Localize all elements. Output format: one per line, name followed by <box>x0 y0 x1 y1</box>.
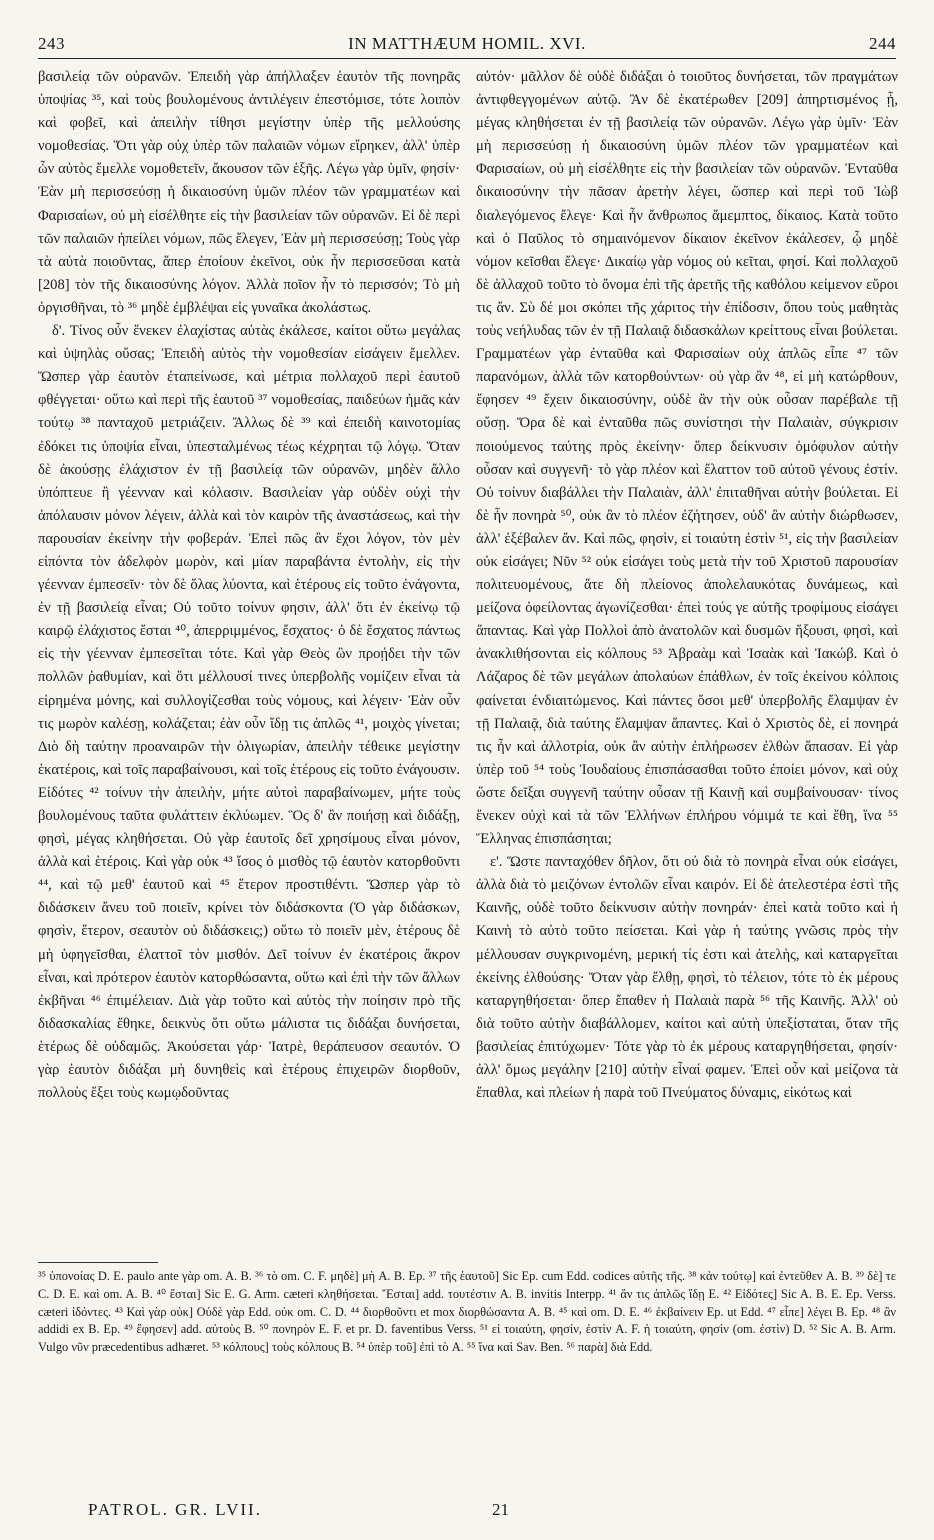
page-number-right: 244 <box>869 34 896 53</box>
paragraph: βασιλείᾳ τῶν οὐρανῶν. Ἐπειδὴ γὰρ ἀπήλλαξεν ἑαυτὸν τῆς πονηρᾶς ὑποψίας ³⁵, καὶ τοὺς βουλομένους ἀντιλέγειν ἐπεστόμισε, τότε λοιπὸν καὶ φοβεῖ, καὶ ἀπειλὴν τίθησι μεγίστην ὑπὲρ τῆς μελλούσης νομοθεσίας. Ὅτι γὰρ οὐχ ὑπὲρ τῶν παλαιῶν νόμων εἴρηκεν, ἀλλ' ὑπὲρ ὧν αὐτὸς ἔμελλε νομοθετεῖν, ἄκουσον τῶν ἑξῆς. Λέγω γὰρ ὑμῖν, φησίν· Ἐὰν μὴ περισσεύσῃ ἡ δικαιοσύνη ὑμῶν πλέον τῶν γραμματέων καὶ Φαρισαίων, οὐ μὴ εἰσέλθητε εἰς τὴν βασιλείαν τῶν οὐρανῶν. Εἰ δὲ περὶ τῶν παλαιῶν ἠπείλει νόμων, πῶς ἔλεγεν, Ἐὰν μὴ περισσεύσῃ; Τοὺς γὰρ τὰ αὐτὰ ποιοῦντας, ἅπερ ἐποίουν ἐκεῖνοι, οὐκ ἦν περισσεῦσαι κατὰ [208] τὸν τῆς δικαιοσύνης λόγον. Ἀλλὰ ποῖον ἦν τὸ περισσόν; Τὸ μὴ ὀργισθῆναι, τὸ ³⁶ μηδὲ ἐμβλέψαι εἰς γυναῖκα ἀκολάστως. <box>38 69 460 316</box>
left-column <box>38 66 460 1254</box>
running-title: IN MATTHÆUM HOMIL. XVI. <box>348 34 586 53</box>
page-number-left: 243 <box>38 34 65 53</box>
paragraph: αὐτόν· μᾶλλον δὲ οὐδὲ διδάξαι ὁ τοιοῦτος δυνήσεται, τῶν πραγμάτων ἀντιφθεγγομένων αὐτῷ. Ἂν δὲ ἑκατέρωθεν [209] ἀπηρτισμένος ᾖ, μέγας κληθήσεται ἐν τῇ βασιλείᾳ τῶν οὐρανῶν. Λέγω γὰρ ὑμῖν· Ἐὰν μὴ περισσεύσῃ ἡ δικαιοσύνη ὑμῶν πλέον τῶν γραμματέων καὶ Φαρισαίων, οὐ μὴ εἰσέλθητε εἰς τὴν βασιλείαν τῶν οὐρανῶν. Ἐνταῦθα δικαιοσύνην τὴν πᾶσαν ἀρετὴν λέγει, ὥσπερ καὶ περὶ τοῦ Ἰὼβ διαλεγόμενος ἔλεγε· Καὶ ἦν ἄνθρωπος ἄμεμπτος, δίκαιος. Κατὰ τοῦτο καὶ ὁ Παῦλος τὸ σημαινόμενον δίκαιον ἐκεῖνον ἐκάλεσεν, ᾧ μηδὲ νόμον κεῖσθαι ἔλεγε· Δικαίῳ γὰρ νόμος οὐ κεῖται, φησί. Καὶ πολλαχοῦ δὲ ἀλλαχοῦ τοῦτο τὸ ὄνομα ἐπὶ τῆς ἀρετῆς τῆς καθόλου κείμενον εὕροι τις ἄν. Σὺ δέ μοι σκόπει τῆς χάριτος τὴν ἐπίδοσιν, ὅπου τοὺς μαθητὰς τοὺς νεήλυδας τῶν ἐν τῇ Παλαιᾷ διδασκάλων κρείττους εἶναι βούλεται. Γραμματέων γὰρ ἐνταῦθα καὶ Φαρισαίων οὐχ ἁπλῶς εἶπε ⁴⁷ τῶν παρανόμων, ἀλλὰ τῶν κατορθούντων· οὐ γὰρ ἂν ⁴⁸, εἰ μὴ κατώρθουν, ἔφησεν ⁴⁹ ἔχειν δικαιοσύνην, οὐδὲ ἂν τὴν οὐκ οὖσαν παρέβαλε τῇ οὔσῃ. Ὅρα δὲ καὶ ἐνταῦθα πῶς συνίστησι τὴν Παλαιὰν, σύγκρισιν ποιούμενος ταύτης πρὸς ἐκείνην· ὅπερ δείκνυσιν ὁμόφυλον αὐτὴν οὖσαν καὶ συγγενῆ· τὸ γὰρ πλέον καὶ ἔλαττον τοῦ αὐτοῦ γένους ἐστίν. Οὐ τοίνυν διαβάλλει τὴν Παλαιὰν, ἀλλ' ἐπιταθῆναι αὐτὴν βούλεται. Εἰ δὲ ἦν πονηρὰ ⁵⁰, οὐκ ἂν τὸ πλέον ἐζήτησεν, οὐδ' ἂν αὐτὴν διώρθωσεν, ἀλλ' ἐξέβαλεν ἄν. Καὶ πῶς, φησὶν, εἰ τοιαύτη ἐστὶν ⁵¹, εἰς τὴν βασιλείαν οὐκ εἰσάγει; Νῦν ⁵² οὐκ εἰσάγει τοὺς μετὰ τὴν τοῦ Χριστοῦ παρουσίαν πολιτευομένους, ἅτε δὴ πλείονος ἀπολελαυκότας δυνάμεως, καὶ μείζονα ὀφείλοντας ἀγωνίζεσθαι· ἐπεὶ τούς γε αὐτῆς τροφίμους εἰσάγει ἅπαντας. Καὶ γὰρ Πολλοὶ ἀπὸ ἀνατολῶν καὶ δυσμῶν ἥξουσι, φησὶ, καὶ ἀνακλιθήσονται εἰς κόλπους ⁵³ Ἀβραὰμ καὶ Ἰσαὰκ καὶ Ἰακώβ. Καὶ ὁ Λάζαρος δὲ τῶν μεγάλων ἀπολαύων ἐπάθλων, ἐν τοῖς ἐκείνου κόλποις φαίνεται ἐνδιαιτώμενος. Καὶ πάντες ὅσοι μεθ' ὑπερβολῆς ἔλαμψαν ἐν τῇ Παλαιᾷ, διὰ ταύτης ἔλαμψαν ἅπαντες. Καὶ ὁ Χριστὸς δὲ, εἰ πονηρά τις ἦν καὶ ἀλλοτρία, οὐκ ἂν αὐτὴν ἐπλήρωσεν ἐλθὼν ἅπασαν. Εἰ γὰρ ὑπὲρ τοῦ ⁵⁴ τοὺς Ἰουδαίους ἐπισπάσασθαι τοῦτο ἐποίει μόνον, καὶ οὐχ ὥστε δεῖξαι συγγενῆ ταύτην οὖσαν τῇ Καινῇ καὶ συμβαίνουσαν· τίνος ἕνεκεν οὐχὶ καὶ τὰ τῶν Ἑλλήνων ἐπλήρου νόμιμά τε καὶ ἔθη, ἵνα ⁵⁵ Ἕλληνας ἐπισπάσηται; <box>476 69 898 848</box>
footnote-divider <box>38 1262 158 1263</box>
page-footer <box>38 1500 896 1524</box>
footnote-text: ³⁵ ὑπονοίας D. E. paulo ante γὰρ om. A. B. ³⁶ τὸ om. C. F. μηδὲ] μὴ A. B. Ep. ³⁷ τῆς ἑαυτοῦ] Sic Ep. cum Edd. codices αὐτῆς τῆς. ³⁸ κἀν τούτῳ] καὶ ἐντεῦθεν A. B. ³⁹ δὲ] τε C. D. E. καὶ om. A. B. ⁴⁰ ἔσται] Sic E. G. Arm. cæteri κληθήσεται. Ἔσται] add. τουτέστιν A. B. invitis Interpp. ⁴¹ ἄν τις ἁπλῶς ἴδῃ E. ⁴² Εἰδότες] Sic A. B. E. Ep. Verss. cæteri ἰδόντες. ⁴³ Καὶ γὰρ οὐκ] Οὐδὲ γὰρ Edd. οὐκ om. C. D. ⁴⁴ διορθοῦντι et mox διορθώσαντα A. B. ⁴⁵ καὶ om. D. E. ⁴⁶ ἐκβαίνειν Ep. ut Edd. ⁴⁷ εἶπε] λέγει B. Ep. ⁴⁸ ἂν addidi ex B. Ep. ⁴⁹ ἔφησεν] add. αὐτοὺς B. ⁵⁰ πονηρὸν E. F. et pr. D. faventibus Verss. ⁵¹ εἰ τοιαύτη, φησίν, ἐστὶν A. F. ἡ τοιαύτη, φησὶν (om. ἐστὶν) D. ⁵² Sic A. B. Arm. Vulgo νῦν præcedentibus adhæret. ⁵³ κόλπους] τοὺς κόλπους B. ⁵⁴ ὑπὲρ τοῦ] ἐπὶ τὸ A. ⁵⁵ ἵνα καὶ Sav. Ben. ⁵⁶ παρὰ] διὰ Edd. <box>38 1269 896 1355</box>
running-head <box>38 34 896 59</box>
paragraph: ε'. Ὥστε πανταχόθεν δῆλον, ὅτι οὐ διὰ τὸ πονηρὰ εἶναι οὐκ εἰσάγει, ἀλλὰ διὰ τὸ μειζόνων ἐντολῶν εἶναι καιρόν. Εἰ δὲ ἀτελεστέρα ἐστὶ τῆς Καινῆς, οὐδὲ τοῦτο δείκνυσιν αὐτὴν πονηράν· ἐπεὶ κατὰ τοῦτο καὶ ἡ Καινὴ τὸ αὐτὸ τοῦτο πείσεται. Καὶ γὰρ ἡ ταύτης γνῶσις πρὸς τὴν μέλλουσαν συγκρινομένη, μερική τίς ἐστι καὶ ἀτελὴς, καὶ καταργεῖται ἐκείνης ἐλθούσης· Ὅταν γὰρ ἔλθῃ, φησὶ, τὸ τέλειον, τότε τὸ ἐκ μέρους καταργηθήσεται· ὅπερ ἔπαθεν ἡ Παλαιὰ παρὰ ⁵⁶ τῆς Καινῆς. Ἀλλ' οὐ διὰ τοῦτο αὐτὴν διαβάλλομεν, καίτοι καὶ αὐτὴ ὑπεξίσταται, ὅταν τῆς βασιλείας ἐπιτύχωμεν· Τότε γὰρ τὸ ἐκ μέρους καταργηθήσεται, φησίν· ἀλλ' ὅμως μεγάλην [210] αὐτὴν εἶναί φαμεν. Ἐπεὶ οὖν καὶ μείζονα τὰ ἔπαθλα, καὶ πλείων ἡ παρὰ τοῦ Πνεύματος δύναμις, εἰκότως καὶ <box>476 854 898 1102</box>
gathering-number: 21 <box>492 1500 509 1519</box>
signature-mark: PATROL. GR. LVII. <box>88 1500 262 1519</box>
right-column <box>476 66 898 1254</box>
paragraph: δ'. Τίνος οὖν ἕνεκεν ἐλαχίστας αὐτὰς ἐκάλεσε, καίτοι οὕτω μεγάλας καὶ ὑψηλὰς οὔσας; Ἐπειδὴ αὐτὸς τὴν νομοθεσίαν εἰσάγειν ἔμελλεν. Ὥσπερ γὰρ ἑαυτὸν ἐταπείνωσε, καὶ μέτρια πολλαχοῦ περὶ ἑαυτοῦ φθέγγεται· οὕτω καὶ περὶ τῆς ἑαυτοῦ ³⁷ νομοθεσίας, παιδεύων ἡμᾶς κἀν τούτῳ ³⁸ πανταχοῦ μετριάζειν. Ἄλλως δὲ ³⁹ καὶ ἐπειδὴ καινοτομίας ἐδόκει τις ὑποψία εἶναι, ὑπεσταλμένως τέως κέχρηται τῷ λόγῳ. Ὅταν δὲ ἀκούσῃς ἐλάχιστον ἐν τῇ βασιλείᾳ τῶν οὐρανῶν, μηδὲν ἄλλο ὑπόπτευε ἢ γέενναν καὶ κόλασιν. Βασιλείαν γὰρ οὐδὲν οὐχὶ τὴν ἀπόλαυσιν μόνον λέγειν, ἀλλὰ καὶ τὸν καιρὸν τῆς ἀναστάσεως, καὶ τὴν παρουσίαν ἐκείνην τὴν φοβεράν. Ἐπεὶ πῶς ἂν ἔχοι λόγον, τὸν μὲν εἰπόντα τὸν ἀδελφὸν μωρὸν, καὶ μίαν παραβάντα ἐντολὴν, εἰς τὴν γέενναν ἐμπεσεῖν· τὸν δὲ ὅλας λύοντα, καὶ ἑτέρους εἰς τοῦτο ἐνάγοντα, ἐν τῇ βασιλείᾳ εἶναι; Οὐ τοῦτο τοίνυν φησιν, ἀλλ' ὅτι ἐν ἐκείνῳ τῷ καιρῷ ἐλάχιστος ἔσται ⁴⁰, ἀπερριμμένος, ἔσχατος· ὁ δὲ ἔσχατος πάντως εἰς τὴν γέενναν ἐμπεσεῖται τότε. Καὶ γὰρ Θεὸς ὢν προῄδει τὴν τῶν πολλῶν ῥαθυμίαν, καὶ ὅτι μέλλουσί τινες ὑπερβολῆς νομίζειν εἶναι τὰ εἰρημένα μόνης, καὶ συλλογίζεσθαι τοὺς νόμους, καὶ λέγειν· Ἐὰν οὖν τις μωρὸν καλέσῃ, κολάζεται; ἐὰν οὖν ἴδῃ τις ἁπλῶς ⁴¹, μοιχὸς γίνεται; Διὸ δὴ ταύτην προαναιρῶν τὴν ὀλιγωρίαν, ἀπειλὴν τέθεικε μεγίστην ἑκατέροις, καὶ τοῖς παραβαίνουσι, καὶ τοῖς ἑτέρους εἰς τοῦτο ἐνάγουσιν. Εἰδότες ⁴² τοίνυν τὴν ἀπειλὴν, μήτε αὐτοὶ παραβαίνωμεν, μήτε τοὺς βουλομένους ταῦτα φυλάττειν ἐκλύωμεν. Ὃς δ' ἂν ποιήσῃ καὶ διδάξῃ, φησὶ, μέγας κληθήσεται. Οὐ γὰρ ἑαυτοῖς δεῖ χρησίμους εἶναι μόνον, ἀλλὰ καὶ ἑτέροις. Καὶ γὰρ οὐκ ⁴³ ἴσος ὁ μισθὸς τῷ ἑαυτὸν κατορθοῦντι ⁴⁴, καὶ τῷ μεθ' ἑαυτοῦ καὶ ⁴⁵ ἕτερον προστιθέντι. Ὥσπερ γὰρ τὸ διδάσκειν ἄνευ τοῦ ποιεῖν, κρίνει τὸν διδάσκοντα (Ὁ γὰρ διδάσκων, φησὶν, ἕτερον, σεαυτὸν οὐ διδάσκεις;) οὕτω τὸ ποιεῖν μὲν, ἑτέρους δὲ μὴ ὑφηγεῖσθαι, ἐλαττοῖ τὸν μισθόν. Δεῖ τοίνυν ἐν ἑκατέροις ἄκρον εἶναι, καὶ πρότερον ἑαυτὸν κατορθώσαντα, οὕτω καὶ ἐπὶ τὴν τῶν ἄλλων ἐκβῆναι ⁴⁶ ἐπιμέλειαν. Διὰ γὰρ τοῦτο καὶ αὐτὸς τὴν ποίησιν πρὸ τῆς διδασκαλίας ἔθηκε, δεικνὺς ὅτι οὕτω μάλιστα τις διδάξαι δυνήσεται, ἑτέρως δὲ οὐδαμῶς. Ἀκούσεται γάρ· Ἰατρὲ, θεράπευσον σεαυτόν. Ὁ γὰρ ἑαυτὸν διδάξαι μὴ δυνηθεὶς καὶ ἑτέρους ἐπιχειρῶν διορθοῦν, πολλοὺς ἕξει τοὺς κωμῳδοῦντας <box>38 323 460 1102</box>
footnotes <box>38 1268 896 1482</box>
